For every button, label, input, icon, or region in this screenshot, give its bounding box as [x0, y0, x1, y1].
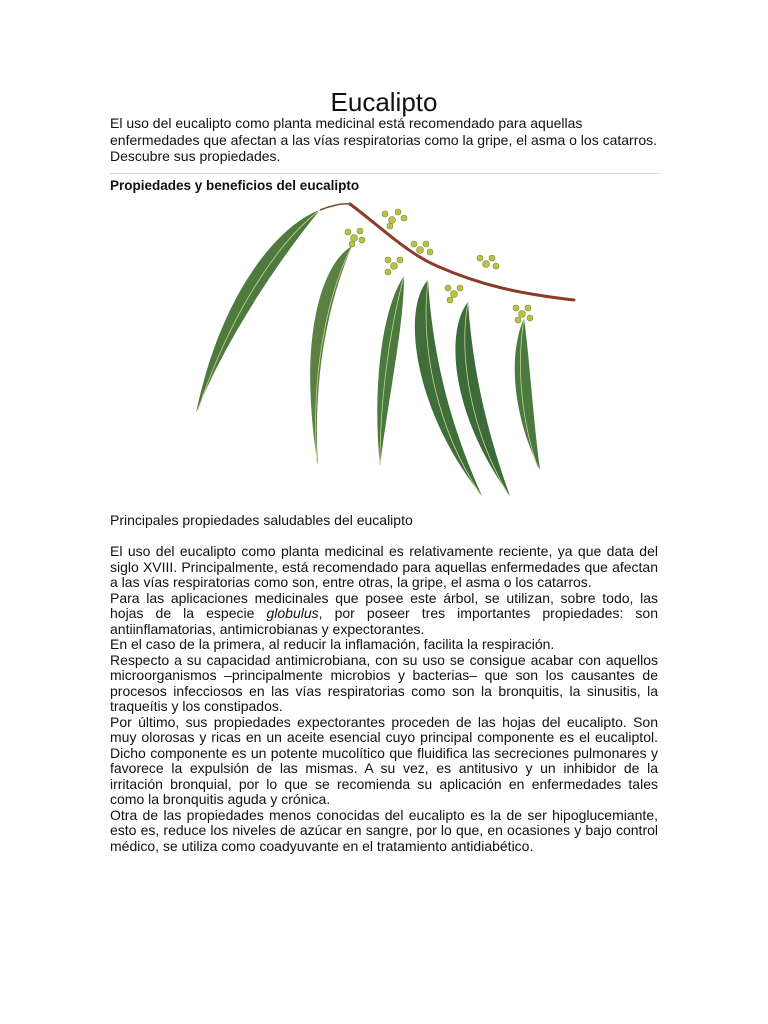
paragraph [110, 591, 658, 638]
section-heading: Propiedades y beneficios del eucalipto [110, 178, 360, 193]
species-name: globulus [266, 605, 319, 621]
page-title: Eucalipto [330, 87, 438, 117]
paragraph: Respecto a su capacidad antimicrobiana, con su uso se consigue acabar con aquellos microorganismos –principalmente microbios y bacterias– que son los causantes de procesos infecciosos en las vías respiratorias como son la bronquitis, la sinusitis, la traqueítis y los constipados. [110, 651, 658, 714]
paragraph: El uso del eucalipto como planta medicinal es relativamente reciente, ya que data del siglo XVIII. Principalmente, está recomendado para aquellas enfermedades que afectan a las vías respiratorias como son, entre otras, la gripe, el asma o los catarros. [110, 543, 658, 590]
article-body [110, 544, 658, 854]
paragraph: Por último, sus propiedades expectorantes proceden de las hojas del eucalipto. Son muy olorosas y ricas en un aceite esencial cuyo principal componente es el eucaliptol. Dicho componente es un potente mucolítico que fluidifica las secreciones pulmonares y favorece la expulsión de las mismas. A su vez, es antitusivo y un inhibidor de la irritación bronquial, por lo que se recomienda su aplicación en enfermedades tales como la bronquitis aguda y crónica. [110, 713, 658, 807]
paragraph-text: Para las aplicaciones medicinales que posee este árbol, se utilizan, sobre todo, las hojas de la especie [110, 589, 658, 621]
section-divider [110, 173, 660, 174]
leaf-6 [515, 318, 540, 470]
paragraph: En el caso de la primera, al reducir la inflamación, facilita la respiración. [110, 636, 555, 652]
subheading: Principales propiedades saludables del eucalipto [110, 512, 413, 528]
leaves [196, 210, 540, 496]
eucalyptus-branch-image [192, 198, 578, 498]
paragraph: Otra de las propiedades menos conocidas del eucalipto es la de ser hipoglucemiante, esto es, reduce los niveles de azúcar en sangre, por lo que, en ocasiones y bajo control médico, se utiliza como coadyuvante en el tratamiento antidiabético. [110, 806, 658, 854]
leaf-2 [310, 246, 352, 466]
twig [320, 204, 350, 210]
paragraph-text: , por poseer tres importantes propiedades: son antiinflamatorias, antimicrobianas y expectorantes. [110, 605, 658, 637]
leaf-3 [377, 276, 404, 466]
leaf-1 [196, 210, 320, 413]
intro-paragraph: El uso del eucalipto como planta medicinal está recomendado para aquellas enfermedades que afectan a las vías respiratorias como la gripe, el asma o los catarros. Descubre sus propiedades. [110, 115, 658, 164]
